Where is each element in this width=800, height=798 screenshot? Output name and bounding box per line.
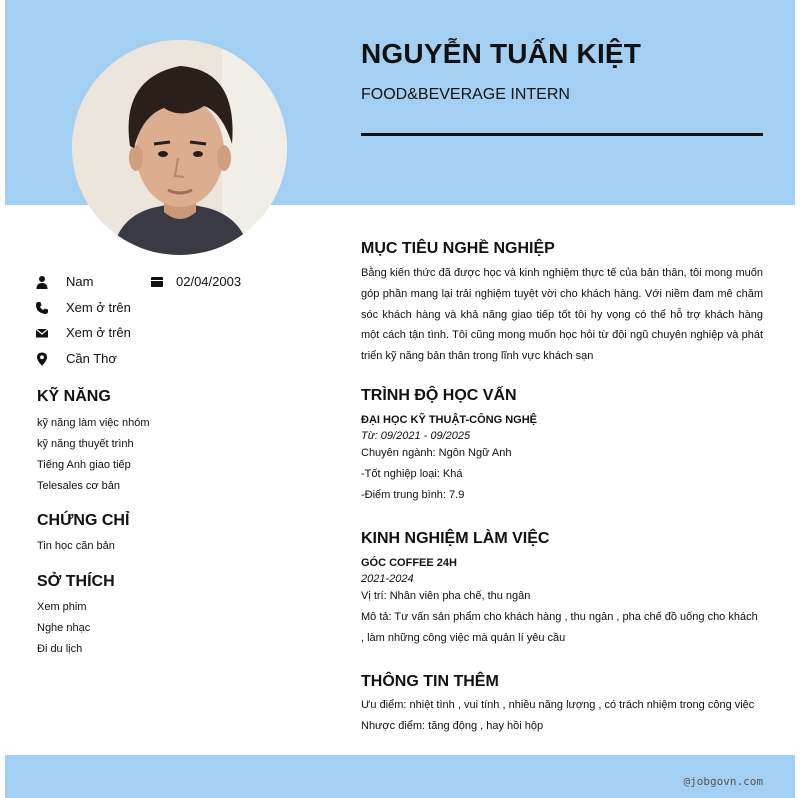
gender-value: Nam [66,274,94,289]
education-line: -Điểm trung bình: 7.9 [361,488,465,501]
company-name: GÓC COFFEE 24H [361,557,457,569]
list-item: kỹ năng thuyết trình [37,438,134,450]
hobbies-list [37,597,90,660]
birthdate-value: 02/04/2003 [176,274,242,289]
objective-heading: MỤC TIÊU NGHỀ NGHIỆP [361,240,555,257]
experience-description: Mô tả: Tư vấn sản phẩm cho khách hàng , thu ngân , pha chế đồ uống cho khách , làm những công việc mà quản lí yêu cầu [361,610,758,644]
info-row-phone [35,296,335,322]
info-row-email [35,321,335,347]
person-icon [35,275,49,289]
list-item: Xem phim [37,601,87,613]
footer-band [5,755,795,798]
list-item: Tiếng Anh giao tiếp [37,459,131,471]
extra-line: Ưu điểm: nhiệt tình , vui tính , nhiều năng lượng , có trách nhiệm trong công việc [361,699,755,711]
experience-position: Vị trí: Nhân viên pha chế, thu ngân [361,590,531,602]
phone-icon [35,301,49,315]
list-item: Nghe nhạc [37,622,91,634]
list-item: Tin học căn bản [37,540,115,552]
cv-page [5,0,795,798]
extra-section [361,673,763,737]
school-name: ĐẠI HỌC KỸ THUẬT-CÔNG NGHỆ [361,414,537,426]
candidate-name: NGUYỄN TUẤN KIỆT [361,38,642,69]
profile-photo-illustration [72,40,287,255]
objective-section [361,240,763,367]
list-item: Đi du lịch [37,643,83,655]
certificates-heading: CHỨNG CHỈ [37,512,130,529]
education-heading: TRÌNH ĐỘ HỌC VẤN [361,387,517,404]
hobbies-heading: SỞ THÍCH [37,573,115,590]
extra-heading: THÔNG TIN THÊM [361,673,499,690]
education-period: Từ: 09/2021 - 09/2025 [361,430,471,442]
skills-list [37,413,150,497]
certificates-list [37,536,115,557]
phone-value: Xem ở trên [66,299,131,315]
location-value: Cần Thơ [66,350,117,366]
experience-heading: KINH NGHIỆM LÀM VIỆC [361,530,550,547]
profile-photo [72,40,287,255]
watermark: @jobgovn.com [683,775,763,788]
mail-icon [35,326,49,340]
candidate-role: FOOD&BEVERAGE INTERN [361,86,570,103]
extra-line: Nhược điểm: tăng động , hay hồi hộp [361,719,544,732]
personal-info [35,270,335,372]
header-divider [361,133,763,136]
experience-period: 2021-2024 [361,573,414,585]
skills-heading: KỸ NĂNG [37,388,111,405]
list-item: Telesales cơ bản [37,480,121,492]
education-section [361,387,763,505]
email-value: Xem ở trên [66,325,131,340]
info-row-location [35,347,335,373]
list-item: kỹ năng làm việc nhóm [37,417,150,429]
objective-text: Bằng kiến thức đã được học và kinh nghiệm thực tế của bản thân, tôi mong muốn góp phần mang lại trải nghiệm tuyệt vời cho khách hàng. Với niềm đam mê chăm sóc khách hàng và khả năng giao tiếp tốt tôi hy vọng có thể hỗ trợ khách hàng một cách tận tình. Tôi cũng mong muốn học hỏi từ đội ngũ chuyên nghiệp và phát triển kỹ năng bản thân trong lĩnh vực khách sạn [361,267,763,363]
experience-section [361,530,763,648]
info-row-gender-birthdate [35,270,335,296]
location-pin-icon [35,352,49,366]
education-line: -Tốt nghiệp loại: Khá [361,467,463,480]
education-line: Chuyên ngành: Ngôn Ngữ Anh [361,447,512,459]
calendar-icon [150,275,164,289]
